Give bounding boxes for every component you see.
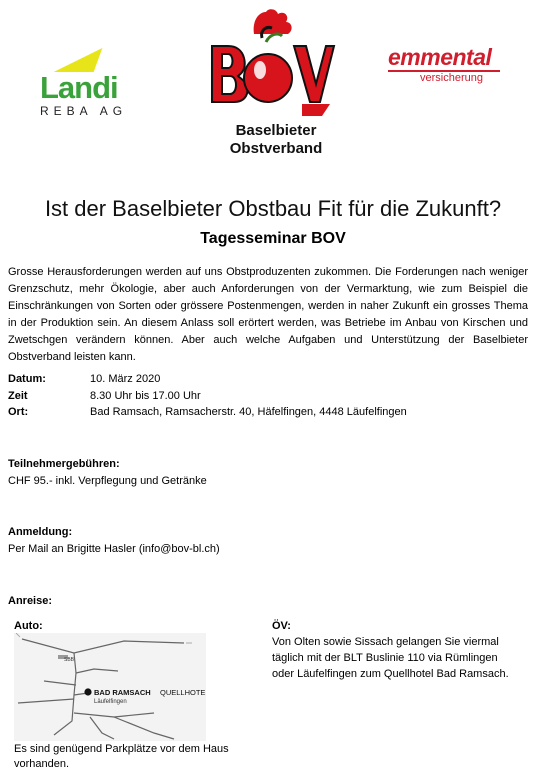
travel-heading: Anreise: [8,595,53,607]
bov-caption-line2: Obstverband [229,140,323,157]
emmental-logo-sub: versicherung [420,72,483,84]
place-value: Bad Ramsach, Ramsacherstr. 40, Häfelfingen, 4448 Läufelfingen [90,406,407,418]
landi-logo-word: Landi [40,70,118,105]
bov-caption-line1: Baselbieter [235,122,317,139]
bov-emblem-icon [206,6,336,122]
place-label: Ort: [8,406,29,418]
landi-triangle-icon [54,48,103,72]
registration-text: Per Mail an Brigitte Hasler (info@bov-bl.ch) [8,543,220,555]
page-subtitle: Tagesseminar BOV [200,230,346,247]
emmental-logo-word: emmental [388,44,492,70]
map-town-label: Läufelfingen [94,699,127,705]
emmental-logo [386,44,506,92]
date-label: Datum: [8,373,46,385]
map-hotel-label: BAD RAMSACH [94,688,151,697]
route-map-icon [14,633,206,741]
time-label: Zeit [8,390,28,402]
fees-text: CHF 95.- inkl. Verpflegung und Getränke [8,475,207,487]
date-value: 10. März 2020 [90,373,161,385]
fees-heading: Teilnehmergebühren: [8,458,120,470]
auto-heading: Auto: [14,620,43,632]
map-hotel-suffix: QUELLHOTEL [160,688,206,697]
ov-heading: ÖV: [272,620,291,632]
bov-caption [216,122,336,158]
registration-heading: Anmeldung: [8,526,73,538]
auto-text: Es sind genügend Parkplätze vor dem Haus vorhanden. [14,743,229,770]
time-value: 8.30 Uhr bis 17.00 Uhr [90,390,201,402]
map-exit-label: SBB [64,657,75,663]
bov-logo [206,6,336,160]
landi-logo [36,70,136,122]
route-map [14,633,206,741]
page-title: Ist der Baselbieter Obstbau Fit für die Zukunft? [44,196,502,221]
ov-text: Von Olten sowie Sissach gelangen Sie viermal täglich mit der BLT Buslinie 110 via Rümlingen oder Läufelfingen zum Quellhotel Bad Ramsach. [272,636,509,680]
intro-paragraph: Grosse Herausforderungen werden auf uns Obstproduzenten zukommen. Die Forderungen nach weniger Grenzschutz, mehr Ökologie, aber auch Anforderungen von der Vermarktung, wie zum Beispiel die Einschränkungen von Sorten oder grössere Postenmengen, werden in naher Zukunft ein grosses Thema in der Produktion sein. An diesem Anlass soll erörtert werden, was Betriebe im Anbau von Kirschen und Zwetschgen verändern können. Aber auch welche Aufgaben und Unterstützung der Baselbieter Obstverband leisten kann. [8,266,528,363]
landi-logo-sub: REBA AG [40,104,128,118]
